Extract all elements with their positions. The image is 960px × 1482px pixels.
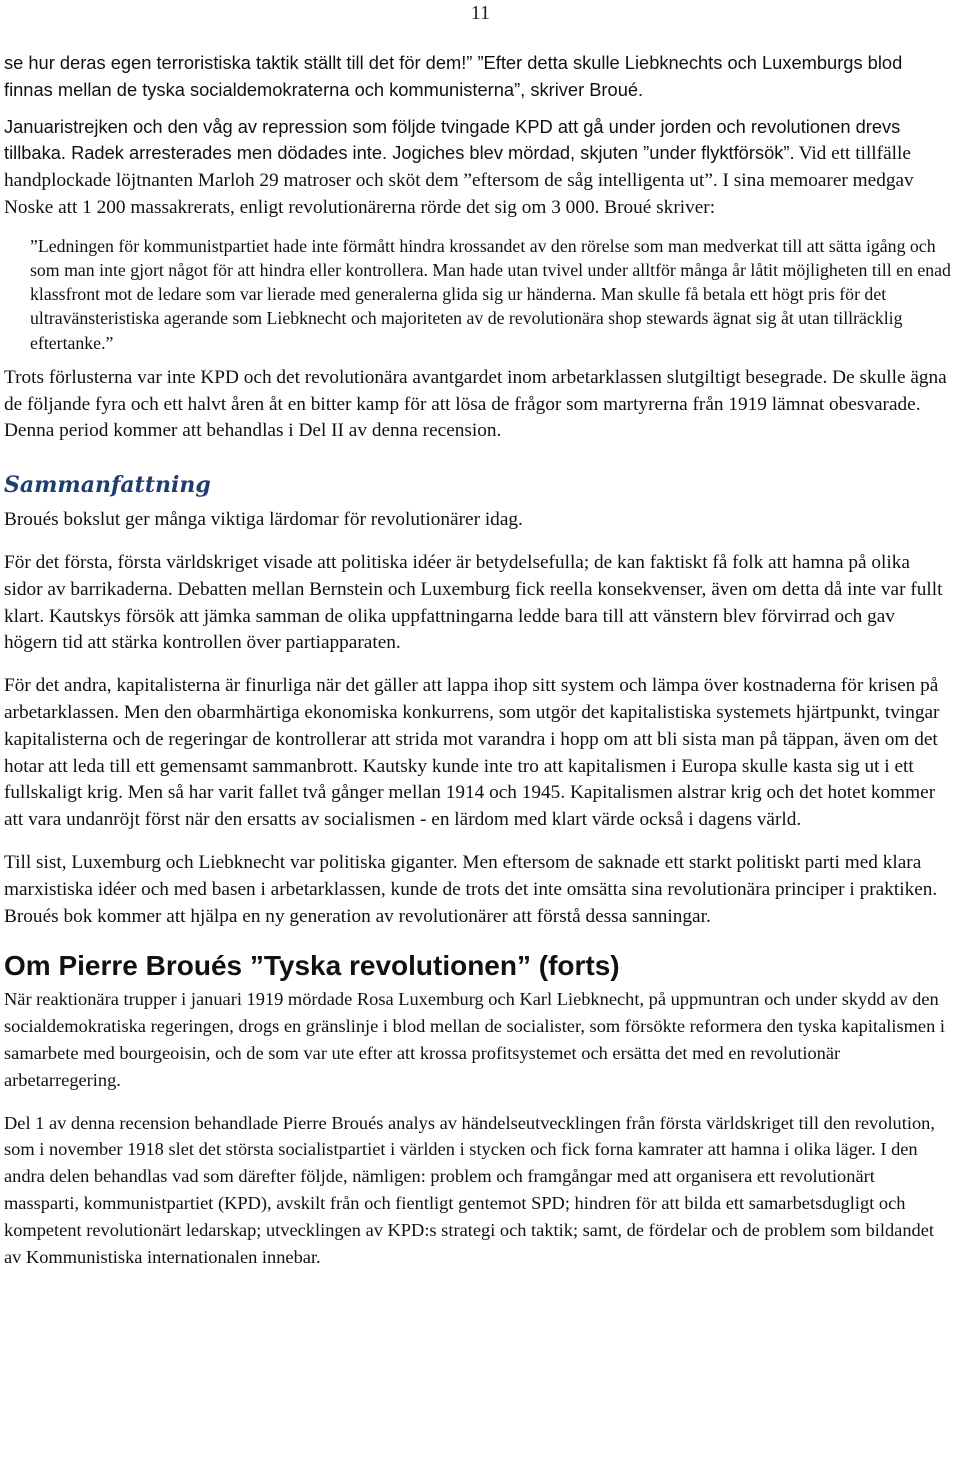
summary-first: För det första, första världskriget visade att politiska idéer är betydelsefulla; de kan faktiskt få folk att hamna på olika sidor av barrikaderna. Debatten mellan Bernstein och Luxemburg fick reella konsekvenser, även om detta då inte var fullt klart. Kautskys försök att jämka samman de olika uppfattningarna ledde bara till att vänstern blev förvirrad och gav högern tid att stärka kontrollen över partiapparaten. (4, 551, 943, 654)
summary-intro: Broués bokslut ger många viktiga lärdomar för revolutionärer idag. (4, 509, 523, 531)
paragraph-losses: Trots förlusterna var inte KPD och det revolutionära avantgardet inom arbetarklassen slutgiltigt besegrade. De skulle ägna de följande fyra och ett halvt åren åt en bitter kamp för att lösa de frågor som martyrerna från 1919 lämnat obesvarade. Denna period kommer att behandlas i Del II av denna recension. (4, 366, 947, 442)
paragraph-continuation: se hur deras egen terroristiska taktik ställt till det för dem!” ”Efter detta skulle Liebknechts och Luxemburgs blod finnas mellan de tyska socialdemokraterna och kommunisterna”, skriver Broué. (4, 52, 903, 100)
heading-section-broue: Om Pierre Broués ”Tyska revolutionen” (forts) (4, 950, 620, 982)
section2-paragraph-2: Del 1 av denna recension behandlade Pierre Broués analys av händelseutvecklingen från första världskriget till den revolution, som i november 1918 slet det största socialistpartiet i världen i stycken och fick forna kamrater att hamna i olika läger. I den andra delen behandlas vad som därefter följde, nämligen: problem och framgångar med att organisera ett revolutionärt massparti, kommunistpartiet (KPD), avskilt från och fientligt gentemot SPD; hindren för att bilda ett samarbetsdugligt och kompetent revolutionärt ledarskap; utvecklingen av KPD:s strategi och taktik; samt, de fördelar och de problem som bildandet av Kommunistiska internationalen innebar. (4, 1112, 935, 1267)
document-body (4, 50, 950, 1270)
paragraph-january-strike-sans: Januaristrejken och den våg av repression som följde tvingade KPD att gå under jorden och revolutionen drevs tillbaka. Radek arresterades men dödades inte. Jogiches blev mördad, skjuten ”under flyktförsök”. (4, 115, 901, 164)
summary-second: För det andra, kapitalisterna är finurliga när det gäller att lappa ihop sitt system och lämpa över kostnaderna för krisen på arbetarklassen. Men den obarmhärtiga ekonomiska konkurrens, som utgör det kapitalistiska systemets hjärtpunkt, tvingar kapitalisterna och de regeringar de kontrollerar att strida mot varandra i hopp om att bli sista man på täppan, även om det hotar att leda till ett gemensamt sammanbrott. Kautsky kunde inte tro att kapitalismen i Europa skulle kasta sig ut i ett fullskaligt krig. Men så har varit fallet två gånger mellan 1914 och 1945. Kapitalismen alstrar krig och det hotet kommer att vara undanröjt först när den ersatts av socialismen - en lärdom med klart värde också i dagens värld. (4, 675, 940, 831)
page-number: 11 (470, 2, 490, 24)
heading-summary: Sammanfattning (4, 472, 211, 499)
summary-finally: Till sist, Luxemburg och Liebknecht var politiska giganter. Men eftersom de saknade ett starkt politiskt parti med klara marxistiska idéer och med basen i arbetarklassen, kunde de trots det inte omsätta sina revolutionära principer i praktiken. Broués bok kommer att hjälpa en ny generation av revolutionärer att förstå dessa sanningar. (4, 851, 938, 927)
section2-paragraph-1: När reaktionära trupper i januari 1919 mördade Rosa Luxemburg och Karl Liebknecht, på uppmuntran och under skydd av den socialdemokratiska regeringen, drogs en gränslinje i blod mellan de socialister, som försökte reformera den tyska kapitalismen i samarbete med bourgeoisin, och de som var ute efter att krossa profitsystemet och ersätta det med en revolutionär arbetarregering. (4, 989, 945, 1090)
paragraph-january-strike (4, 114, 950, 222)
broue-quote: ”Ledningen för kommunistpartiet hade inte förmått hindra krossandet av den rörelse som man medverkat till att sätta igång och som man inte gjort något för att hindra eller kontrollera. Man hade utan tvivel under alltför många år låtit möjligheten till en enad klassfront mot de ledare som var lierade med generalerna glida sig ur händerna. Man skulle få betala ett högt pris för det ultravänsteristiska agerande som Liebknecht och majoriteten av de revolutionära shop stewards ägnat sig åt utan tillräcklig eftertanke.” (30, 235, 951, 353)
paragraph-january-strike-serif: Vid ett tillfälle handplockade löjtnanten Marloh 29 matroser och sköt dem ”eftersom de såg intelligenta ut”. I sina memoarer medgav Noske att 1 200 massakrerats, enligt revolutionärerna rörde det sig om 3 000. Broué skriver: (4, 143, 914, 218)
